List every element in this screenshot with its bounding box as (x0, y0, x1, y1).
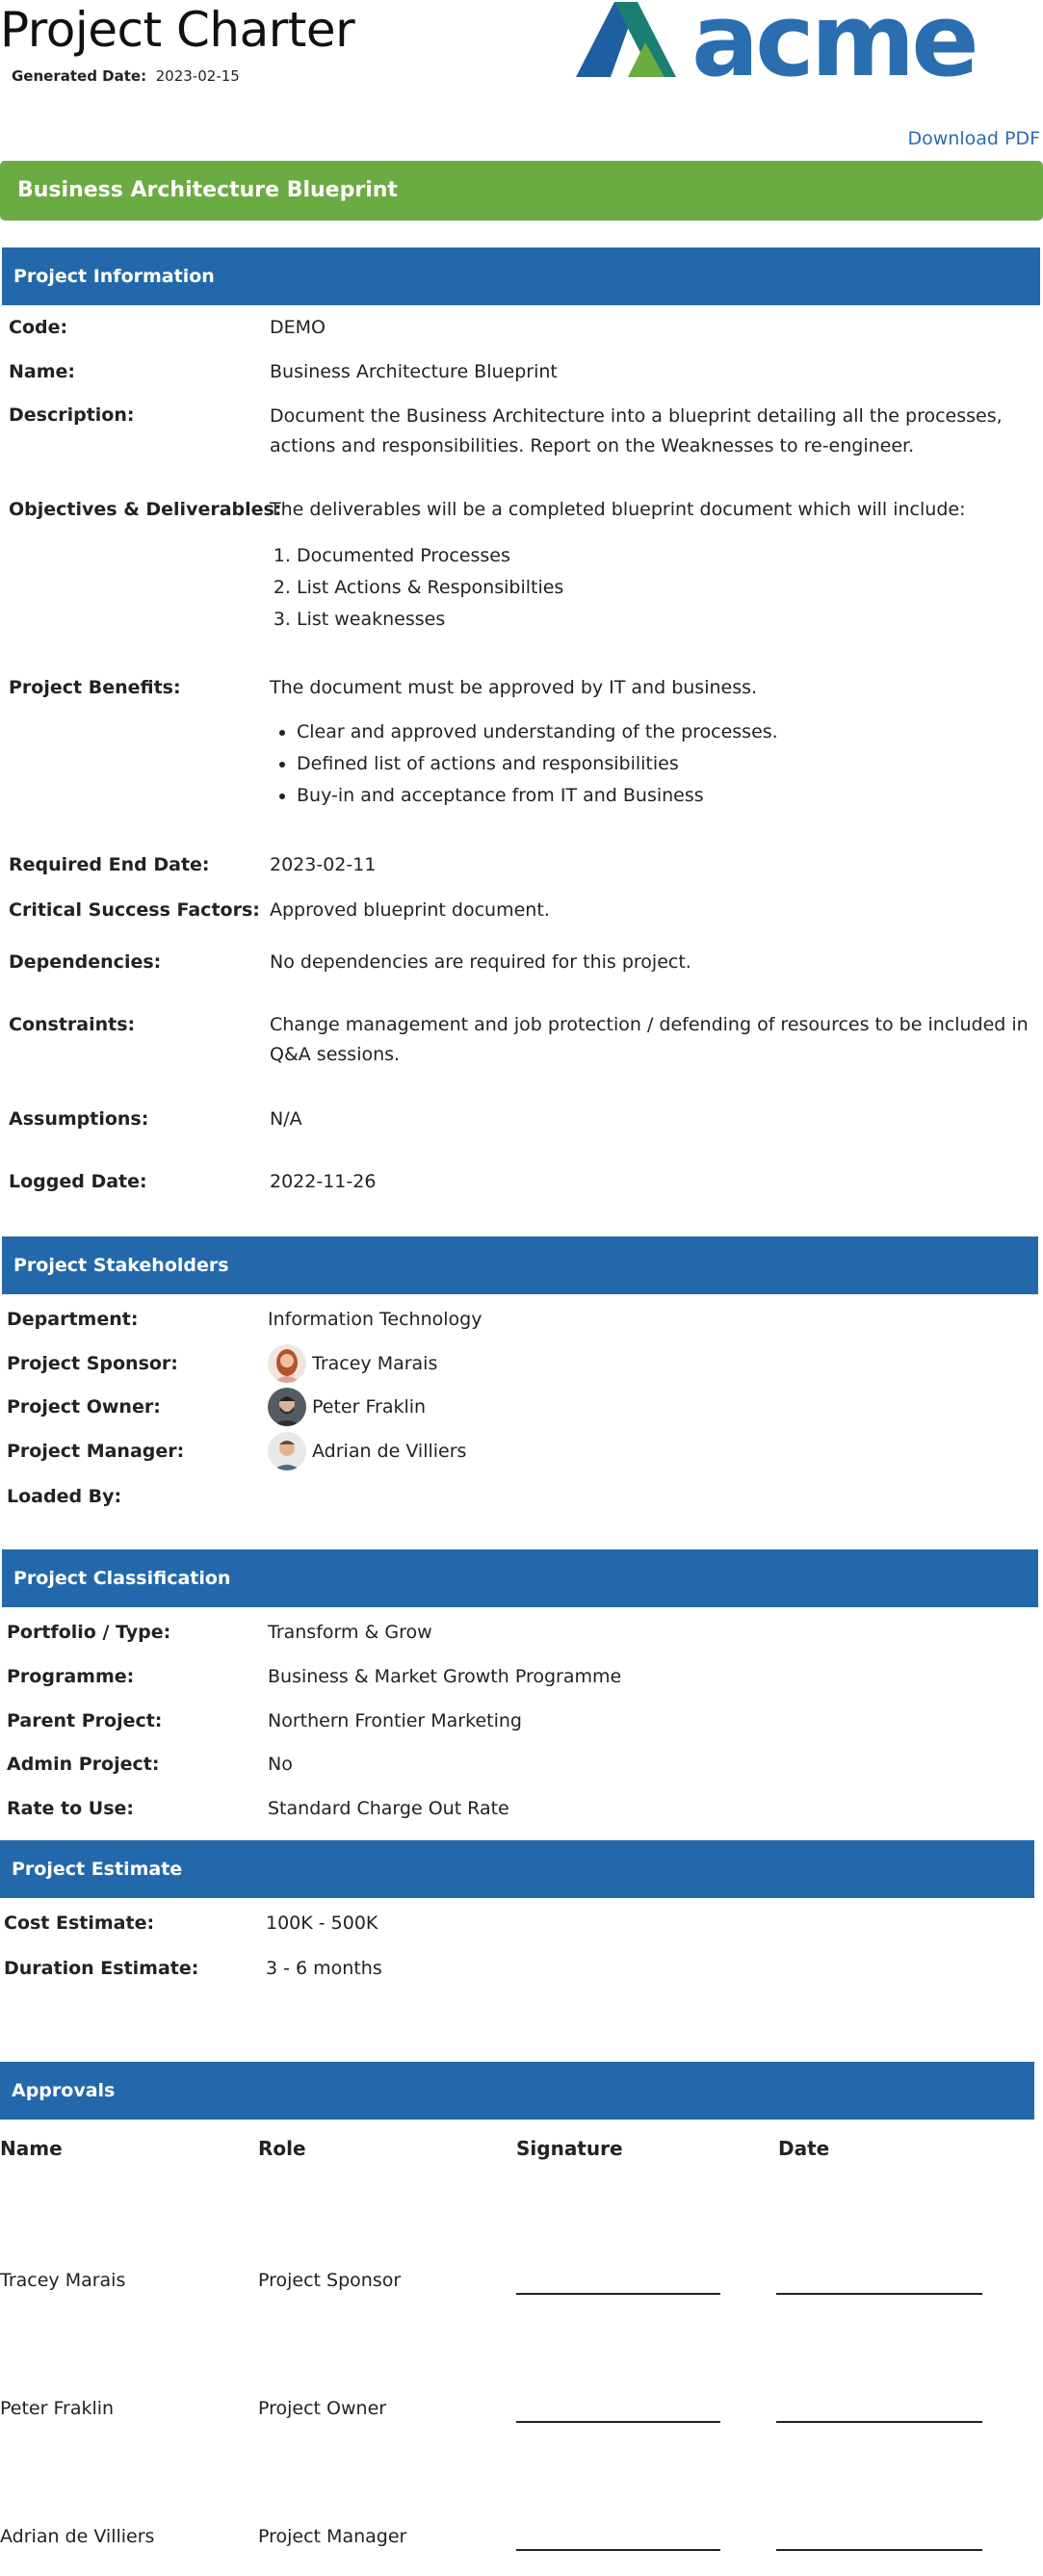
manager-label: Project Manager: (7, 1441, 185, 1462)
rate-value: Standard Charge Out Rate (268, 1798, 509, 1819)
duration-estimate-label: Duration Estimate: (4, 1958, 199, 1979)
approver-name: Adrian de Villiers (0, 2526, 155, 2547)
description-label: Description: (9, 404, 135, 426)
portfolio-label: Portfolio / Type: (7, 1622, 171, 1643)
list-item: • Buy-in and acceptance from IT and Business (297, 780, 1035, 812)
col-role-header: Role (258, 2137, 306, 2160)
approver-role: Project Owner (258, 2398, 387, 2419)
duration-estimate-value: 3 - 6 months (266, 1958, 382, 1979)
manager-value: Adrian de Villiers (312, 1441, 467, 1462)
benefits-list (270, 716, 1035, 812)
list-item: • Clear and approved understanding of the processes. (297, 716, 1035, 748)
department-label: Department: (7, 1309, 139, 1330)
owner-label: Project Owner: (7, 1396, 161, 1418)
constraints-label: Constraints: (9, 1014, 136, 1035)
name-value: Business Architecture Blueprint (270, 361, 558, 382)
approver-name: Peter Fraklin (0, 2398, 115, 2419)
parent-project-label: Parent Project: (7, 1710, 163, 1731)
logged-date-label: Logged Date: (9, 1171, 147, 1192)
dependencies-label: Dependencies: (9, 951, 162, 973)
portfolio-value: Transform & Grow (268, 1622, 432, 1643)
cost-estimate-value: 100K - 500K (266, 1912, 378, 1934)
sponsor-label: Project Sponsor: (7, 1353, 178, 1374)
parent-project-value: Northern Frontier Marketing (268, 1710, 522, 1731)
date-line (776, 2421, 982, 2423)
description-value: Document the Business Architecture into a blueprint detailing all the processes, actions and responsibilities. Report on the Weaknesses to re-engineer. (270, 405, 1003, 456)
name-label: Name: (9, 361, 76, 382)
admin-project-value: No (268, 1754, 293, 1775)
rate-label: Rate to Use: (7, 1798, 135, 1819)
col-date-header: Date (778, 2137, 830, 2160)
generated-date: Generated Date: 2023-02-15 (12, 67, 240, 85)
section-approvals: Approvals (0, 2062, 1034, 2120)
section-project-estimate: Project Estimate (0, 1840, 1034, 1898)
date-line (776, 2549, 982, 2551)
approver-role: Project Manager (258, 2526, 407, 2547)
col-name-header: Name (0, 2137, 63, 2160)
end-date-label: Required End Date: (9, 854, 210, 875)
constraints-value: Change management and job protection / defending of resources to be included in Q&A sessions. (270, 1014, 1029, 1065)
avatar (268, 1432, 306, 1470)
code-value: DEMO (270, 317, 326, 338)
logged-date-value: 2022-11-26 (270, 1171, 377, 1192)
assumptions-label: Assumptions: (9, 1108, 149, 1130)
avatar (268, 1388, 306, 1426)
benefits-intro: The document must be approved by IT and business. (270, 677, 758, 698)
page-title: Project Charter (0, 2, 355, 58)
benefits-value (270, 673, 1035, 812)
loaded-by-label: Loaded By: (7, 1486, 122, 1507)
list-item: 3. List weaknesses (297, 604, 1035, 636)
section-project-stakeholders: Project Stakeholders (2, 1236, 1038, 1294)
signature-line (516, 2549, 720, 2551)
approver-role: Project Sponsor (258, 2270, 402, 2291)
dependencies-value: No dependencies are required for this project. (270, 951, 691, 973)
signature-line (516, 2421, 720, 2423)
list-item: 2. List Actions & Responsibilties (297, 572, 1035, 604)
logo-text: acme (691, 0, 976, 81)
admin-project-label: Admin Project: (7, 1754, 160, 1775)
sponsor-value: Tracey Marais (312, 1353, 438, 1374)
list-item: 1. Documented Processes (297, 540, 1035, 572)
benefits-label: Project Benefits: (9, 677, 181, 698)
download-pdf-link[interactable]: Download PDF (907, 128, 1040, 149)
code-label: Code: (9, 317, 68, 338)
list-item: • Defined list of actions and responsibilities (297, 748, 1035, 780)
department-value: Information Technology (268, 1309, 482, 1330)
approver-name: Tracey Marais (0, 2270, 126, 2291)
project-banner: Business Architecture Blueprint (0, 161, 1043, 221)
section-project-information: Project Information (2, 247, 1040, 305)
csf-label: Critical Success Factors: (9, 899, 260, 921)
objectives-value (270, 495, 1035, 636)
objectives-list (270, 540, 1035, 636)
programme-value: Business & Market Growth Programme (268, 1666, 622, 1687)
cost-estimate-label: Cost Estimate: (4, 1912, 155, 1934)
col-signature-header: Signature (516, 2137, 623, 2160)
date-line (776, 2293, 982, 2295)
owner-value: Peter Fraklin (312, 1396, 427, 1418)
assumptions-value: N/A (270, 1108, 302, 1130)
signature-line (516, 2293, 720, 2295)
avatar (268, 1344, 306, 1383)
section-project-classification: Project Classification (2, 1549, 1038, 1607)
csf-value: Approved blueprint document. (270, 899, 550, 921)
acme-logo (576, 0, 1043, 81)
programme-label: Programme: (7, 1666, 135, 1687)
end-date-value: 2023-02-11 (270, 854, 377, 875)
objectives-intro: The deliverables will be a completed blueprint document which will include: (270, 499, 966, 520)
objectives-label: Objectives & Deliverables: (9, 499, 282, 520)
